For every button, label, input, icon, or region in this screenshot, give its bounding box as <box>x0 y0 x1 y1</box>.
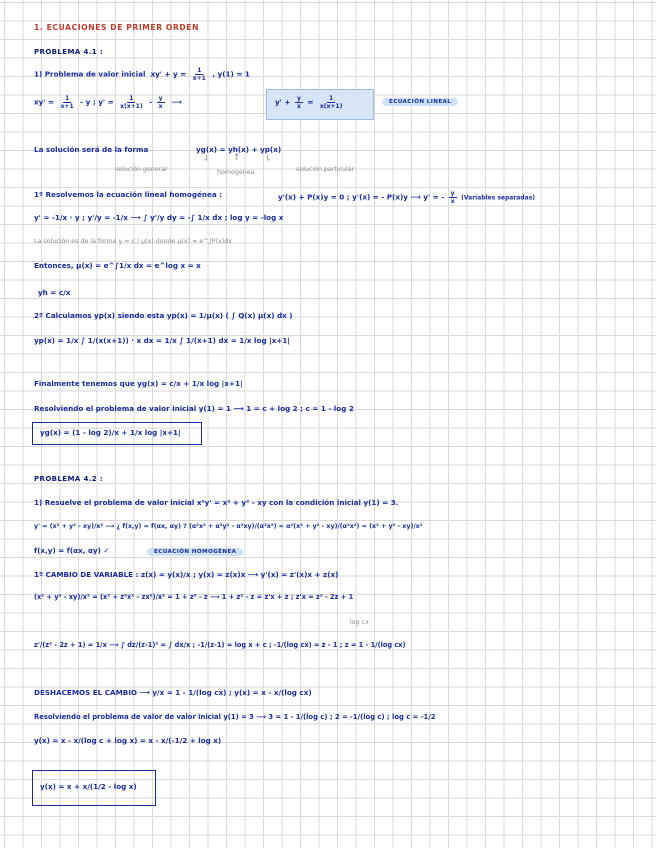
problem-2-line-7: DESHACEMOS EL CAMBIO ⟶ y/x = 1 - 1/(log cx) ; y(x) = x - x/(log cx) <box>34 688 312 697</box>
problem-2-heading: PROBLEMA 4.2 : <box>34 475 104 483</box>
problem-1-line-2: xy' = $\frac{1}{x+1}$ - y ; y' = $\frac{1}{x(x+1)}$ - $\frac{y}{x}$ ⟶ <box>34 95 182 110</box>
problem-2-line-8: Resolviendo el problema de valor de valor inicial y(1) = 3 ⟶ 3 = 1 - 1/(log c) ; 2 = -1/(log c) ; log c = -1/2 <box>34 713 436 721</box>
linear-form-equation: y' + $\frac{y}{x}$ = $\frac{1}{x(x+1)}$ <box>275 95 343 110</box>
problem-2-line-4: 1º CAMBIO DE VARIABLE : z(x) = y(x)/x ; y(x) = z(x)x ⟶ y'(x) = z'(x)x + z(x) <box>34 570 339 579</box>
problem-1-line-12: Finalmente tenemos que yg(x) = c/x + 1/x log |x+1| <box>34 379 243 388</box>
problem-1-line-8: Entonces, μ(x) = e^∫1/x dx = e^log x = x <box>34 261 201 270</box>
problem-1-line-13: Resolviendo el problema de valor inicial y(1) = 1 ⟶ 1 = c + log 2 ; c = 1 - log 2 <box>34 404 354 413</box>
step-1-equation: y'(x) + P(x)y = 0 ; y'(x) = - P(x)y ⟶ y' = - $\frac{y}{x}$ (Variables separadas) <box>278 190 536 205</box>
label-particular-solution: solución particular <box>296 166 355 173</box>
problem-1-line-7: La solución es de la forma y = c / μ(x) donde μ(x) = e^∫P(x)dx <box>34 238 232 245</box>
problem-1-line-9: yh = c/x <box>38 288 71 297</box>
problem-2-line-6: z'/(z² - 2z + 1) = 1/x ⟶ ∫ dz/(z-1)² = ∫ dx/x ; -1/(z-1) = log x + c ; -1/(log cx) = z - 1 ; z = 1 - 1/(log cx) <box>34 641 406 649</box>
annotation-log-cx: log cx <box>350 619 369 626</box>
problem-1-result: yg(x) = (1 - log 2)/x + 1/x log |x+1| <box>40 428 181 437</box>
tag-homogeneous-equation: ECUACIÓN HOMOGÉNEA <box>147 548 243 556</box>
problem-1-line-10: 2º Calculamos yp(x) siendo esta yp(x) = 1/μ(x) ( ∫ Q(x) μ(x) dx ) <box>34 311 293 320</box>
problem-2-line-3: f(x,y) = f(αx, αy) ✓ <box>34 546 110 555</box>
arrow-homogeneous: ↑ <box>233 153 241 163</box>
arrow-particular: └ <box>265 156 271 166</box>
problem-1-heading: PROBLEMA 4.1 : <box>34 48 104 56</box>
problem-2-line-2: y' = (x² + y² - xy)/x² ⟶ ¿ f(x,y) = f(αx, αy) ? (α²x² + α²y² - α²xy)/(α²x²) = α²(x² + y² - xy)/(α²x²) = (x² + y² - xy)/x² <box>34 523 423 530</box>
problem-2-result: y(x) = x + x/(1/2 - log x) <box>40 782 137 791</box>
problem-1-statement: 1) Problema de valor inicial xy' + y = $\frac{1}{x+1}$ , y(1) = 1 <box>34 67 250 82</box>
label-homogeneous: homogénea <box>217 169 255 176</box>
problem-2-line-9: y(x) = x - x/(log c + log x) = x - x/(-1/2 + log x) <box>34 736 222 745</box>
solution-form-equation: yg(x) = yh(x) + yp(x) <box>196 145 282 154</box>
arrow-general: ┘ <box>204 156 210 166</box>
label-general-solution: solución general <box>115 166 167 173</box>
section-title: 1. ECUACIONES DE PRIMER ORDEN <box>34 23 200 32</box>
solution-form-text: La solución será de la forma <box>34 145 149 154</box>
step-1-label: 1º Resolvemos la ecuación lineal homogénea : <box>34 190 223 199</box>
tag-linear-equation: ECUACIÓN LINEAL <box>382 98 458 106</box>
problem-2-line-5: (x² + y² - xy)/x² = (x² + z²x² - zx²)/x² = 1 + z² - z ⟶ 1 + z² - z = z'x + z ; z'x = z² - 2z + 1 <box>34 593 354 601</box>
problem-1-line-6: y' = -1/x · y ; y'/y = -1/x ⟶ ∫ y'/y dy = -∫ 1/x dx ; log y = -log x <box>34 213 284 222</box>
problem-2-statement: 1) Resuelve el problema de valor inicial x²y' = x² + y² - xy con la condición inicial y(1) = 3. <box>34 498 399 507</box>
problem-1-line-11: yp(x) = 1/x ∫ 1/(x(x+1)) · x dx = 1/x ∫ 1/(x+1) dx = 1/x log |x+1| <box>34 336 290 345</box>
